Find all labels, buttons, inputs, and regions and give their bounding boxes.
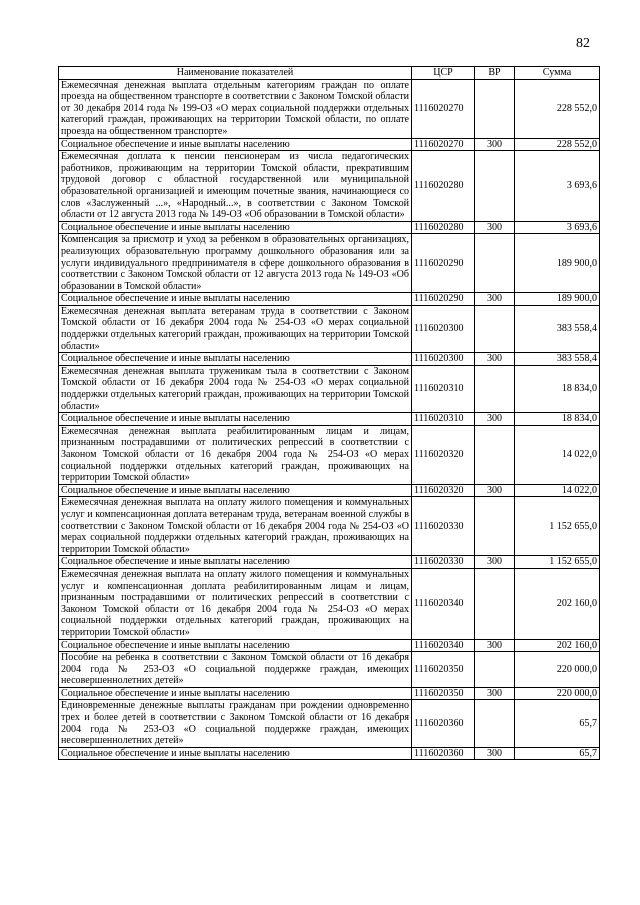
cell-sum: 18 834,0: [515, 365, 600, 412]
cell-name: Пособие на ребенка в соответствии с Законом Томской области от 16 декабря 2004 года № 253-ОЗ «О социальной поддержке граждан, имеющих несовершеннолетних детей»: [59, 652, 412, 688]
cell-name: Социальное обеспечение и иные выплаты населению: [59, 639, 412, 652]
cell-sum: 383 558,4: [515, 305, 600, 352]
cell-csr: 1116020360: [412, 747, 475, 760]
header-vr: ВР: [475, 67, 515, 80]
cell-vr: 300: [475, 138, 515, 151]
cell-name: Ежемесячная денежная выплата на оплату жилого помещения и коммунальных услуг и компенсационная доплата реабилитированным лицам и лицам, признанным пострадавшими от политических репрессий в соответствии с Законом Томской области от 16 декабря 2004 года № 254-ОЗ «О мерах социальной поддержки отдельных категорий граждан, проживающих на территории Томской области»: [59, 568, 412, 639]
cell-sum: 220 000,0: [515, 652, 600, 688]
table-row: [59, 700, 600, 747]
cell-csr: 1116020310: [412, 413, 475, 426]
table-row: [59, 556, 600, 569]
cell-vr: 300: [475, 687, 515, 700]
cell-csr: 1116020270: [412, 138, 475, 151]
table-row: [59, 221, 600, 234]
cell-name: Ежемесячная денежная выплата реабилитированным лицам и лицам, признанным пострадавшими от политических репрессий в соответствии с Законом Томской области от 16 декабря 2004 года № 254-ОЗ «О мерах социальной поддержки отдельных категорий граждан, проживающих на территории Томской области»: [59, 425, 412, 484]
cell-name: Социальное обеспечение и иные выплаты населению: [59, 484, 412, 497]
cell-csr: 1116020340: [412, 639, 475, 652]
cell-name: Ежемесячная денежная выплата ветеранам труда в соответствии с Законом Томской области от 16 декабря 2004 года № 254-ОЗ «О мерах социальной поддержки отдельных категорий граждан, проживающих на территории Томской области»: [59, 305, 412, 352]
cell-csr: 1116020350: [412, 687, 475, 700]
cell-vr: 300: [475, 747, 515, 760]
cell-csr: 1116020280: [412, 151, 475, 222]
cell-sum: 202 160,0: [515, 639, 600, 652]
table-row: [59, 305, 600, 352]
cell-name: Социальное обеспечение и иные выплаты населению: [59, 556, 412, 569]
cell-csr: 1116020300: [412, 305, 475, 352]
cell-name: Социальное обеспечение и иные выплаты населению: [59, 221, 412, 234]
cell-csr: 1116020360: [412, 700, 475, 747]
cell-vr: [475, 497, 515, 556]
cell-sum: 65,7: [515, 747, 600, 760]
cell-vr: [475, 79, 515, 138]
cell-name: Ежемесячная денежная выплата отдельным категориям граждан по оплате проезда на общественном транспорте в соответствии с Законом Томской области от 30 декабря 2014 года № 199-ОЗ «О мерах социальной поддержки отдельных категорий граждан, проживающих на территории Томской области, по оплате проезда на общественном транспорте»: [59, 79, 412, 138]
cell-vr: [475, 425, 515, 484]
cell-csr: 1116020270: [412, 79, 475, 138]
cell-csr: 1116020310: [412, 365, 475, 412]
cell-vr: 300: [475, 293, 515, 306]
table-row: [59, 413, 600, 426]
cell-sum: 228 552,0: [515, 138, 600, 151]
cell-name: Социальное обеспечение и иные выплаты населению: [59, 293, 412, 306]
cell-vr: [475, 365, 515, 412]
cell-name: Единовременные денежные выплаты гражданам при рождении одновременно трех и более детей в соответствии с Законом Томской области от 16 декабря 2004 года № 253-ОЗ «О социальной поддержке граждан, имеющих несовершеннолетних детей»: [59, 700, 412, 747]
cell-vr: [475, 305, 515, 352]
table-row: [59, 747, 600, 760]
cell-csr: 1116020330: [412, 497, 475, 556]
table-row: [59, 425, 600, 484]
cell-csr: 1116020290: [412, 293, 475, 306]
table-row: [59, 568, 600, 639]
cell-sum: 228 552,0: [515, 79, 600, 138]
header-sum: Сумма: [515, 67, 600, 80]
cell-csr: 1116020280: [412, 221, 475, 234]
cell-sum: 202 160,0: [515, 568, 600, 639]
cell-name: Ежемесячная денежная выплата на оплату жилого помещения и коммунальных услуг и компенсационная доплата ветеранам труда, ветеранам военной службы в соответствии с Законом Томской области от 16 декабря 2004 года № 254-ОЗ «О мерах социальной поддержки отдельных категорий граждан, проживающих на территории Томской области»: [59, 497, 412, 556]
cell-sum: 383 558,4: [515, 353, 600, 366]
cell-csr: 1116020350: [412, 652, 475, 688]
cell-csr: 1116020330: [412, 556, 475, 569]
cell-sum: 14 022,0: [515, 484, 600, 497]
table-row: [59, 639, 600, 652]
cell-vr: [475, 234, 515, 293]
header-name: Наименование показателей: [59, 67, 412, 80]
cell-vr: [475, 151, 515, 222]
cell-sum: 14 022,0: [515, 425, 600, 484]
cell-name: Компенсация за присмотр и уход за ребенком в образовательных организациях, реализующих образовательную программу дошкольного образования или за услуги индивидуального предпринимателя в сфере дошкольного образования в соответствии с Законом Томской области от 12 августа 2013 года № 149-ОЗ «Об образовании в Томской области»: [59, 234, 412, 293]
cell-sum: 65,7: [515, 700, 600, 747]
page-number: 82: [576, 36, 590, 51]
cell-sum: 220 000,0: [515, 687, 600, 700]
cell-sum: 189 900,0: [515, 293, 600, 306]
cell-vr: 300: [475, 484, 515, 497]
table-row: [59, 151, 600, 222]
table-header-row: [59, 67, 600, 80]
cell-csr: 1116020290: [412, 234, 475, 293]
table-row: [59, 484, 600, 497]
cell-csr: 1116020320: [412, 484, 475, 497]
table-row: [59, 138, 600, 151]
cell-name: Социальное обеспечение и иные выплаты населению: [59, 413, 412, 426]
table-row: [59, 497, 600, 556]
table-row: [59, 353, 600, 366]
table-row: [59, 79, 600, 138]
cell-vr: 300: [475, 221, 515, 234]
table-row: [59, 687, 600, 700]
cell-vr: 300: [475, 639, 515, 652]
cell-name: Ежемесячная доплата к пенсии пенсионерам из числа педагогических работников, проживающим на территории Томской области, прекратившим трудовой договор с областной государственной или муниципальной образовательной организацией и имеющим почетные звания, начинающиеся со слов «Заслуженный ...», «Народный...», в соответствии с Законом Томской области от 12 августа 2013 года № 149-ОЗ «Об образовании в Томской области»: [59, 151, 412, 222]
cell-csr: 1116020340: [412, 568, 475, 639]
cell-vr: [475, 652, 515, 688]
cell-sum: 3 693,6: [515, 151, 600, 222]
cell-vr: [475, 700, 515, 747]
cell-name: Ежемесячная денежная выплата труженикам тыла в соответствии с Законом Томской области от 16 декабря 2004 года № 254-ОЗ «О мерах социальной поддержки отдельных категорий граждан, проживающих на территории Томской области»: [59, 365, 412, 412]
table-body: [59, 79, 600, 760]
cell-vr: 300: [475, 556, 515, 569]
cell-name: Социальное обеспечение и иные выплаты населению: [59, 138, 412, 151]
table-row: [59, 293, 600, 306]
cell-name: Социальное обеспечение и иные выплаты населению: [59, 687, 412, 700]
cell-sum: 189 900,0: [515, 234, 600, 293]
cell-name: Социальное обеспечение и иные выплаты населению: [59, 353, 412, 366]
table-row: [59, 365, 600, 412]
table-row: [59, 652, 600, 688]
cell-vr: 300: [475, 413, 515, 426]
cell-sum: 1 152 655,0: [515, 556, 600, 569]
cell-sum: 1 152 655,0: [515, 497, 600, 556]
cell-sum: 18 834,0: [515, 413, 600, 426]
cell-csr: 1116020320: [412, 425, 475, 484]
cell-sum: 3 693,6: [515, 221, 600, 234]
cell-vr: [475, 568, 515, 639]
header-csr: ЦСР: [412, 67, 475, 80]
cell-vr: 300: [475, 353, 515, 366]
table-row: [59, 234, 600, 293]
cell-csr: 1116020300: [412, 353, 475, 366]
budget-table: [58, 66, 600, 760]
cell-name: Социальное обеспечение и иные выплаты населению: [59, 747, 412, 760]
